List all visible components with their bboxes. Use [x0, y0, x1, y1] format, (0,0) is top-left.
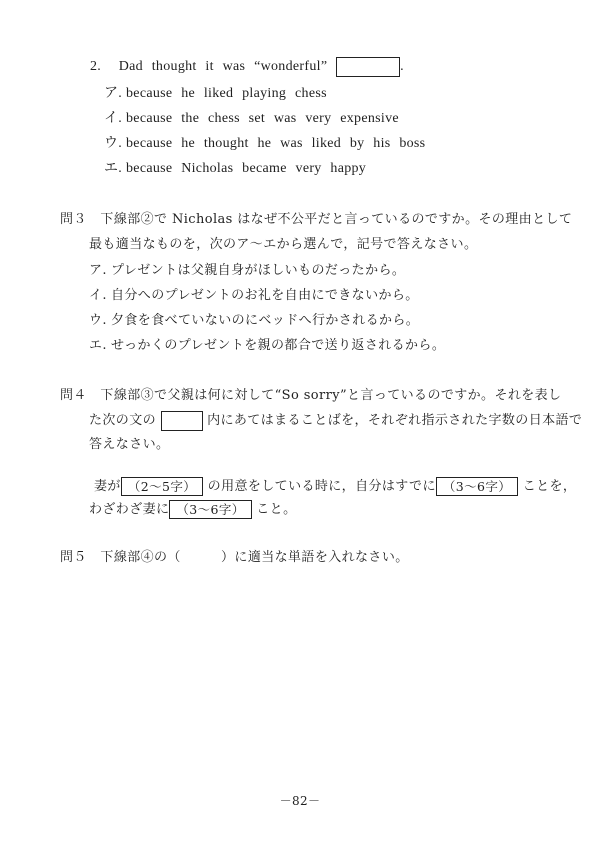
option-text: because the chess set was very expensive [126, 111, 399, 126]
option-text: because Nicholas became very happy [126, 161, 367, 176]
option-text: because he thought he was liked by his boss [126, 136, 426, 151]
question-text: 下線部②で Nicholas はなぜ不公平だと言っているのですか。その理由として [100, 212, 573, 227]
question-text: た次の文の [89, 413, 157, 428]
mon3-option-a [89, 259, 405, 278]
q2-option-c [104, 132, 425, 152]
sentence-text: こと。 [256, 502, 297, 517]
answer-blank-box[interactable] [336, 57, 400, 77]
option-mark: エ. [89, 338, 107, 353]
answer-box-1[interactable]: （2～5字） [121, 477, 203, 496]
mon5-line [60, 546, 409, 565]
option-mark: イ. [89, 288, 107, 303]
question-label: 問３ [60, 212, 87, 227]
option-mark: ウ. [89, 313, 107, 328]
mon3-option-d [89, 334, 445, 353]
question-text: 下線部③で父親は何に対して“So sorry”と言っているのですか。それを表し [100, 388, 562, 403]
sentence-text: わざわざ妻に [89, 502, 170, 517]
q2-stem: Dad thought it was “wonderful” [118, 59, 328, 75]
option-text: プレゼントは父親自身がほしいものだったから。 [111, 263, 406, 278]
option-text: 自分へのプレゼントのお礼を自由にできないから。 [111, 288, 419, 303]
q2-option-d [104, 157, 366, 177]
sentence-text: の用意をしている時に，自分はすでに [207, 479, 436, 494]
mon4-line3: 答えなさい。 [89, 437, 170, 452]
mon3-line1 [60, 208, 572, 227]
mon4-line1 [60, 384, 561, 403]
question-text: 下線部④の（ ）に適当な単語を入れなさい。 [100, 550, 409, 565]
q2-number: 2. [90, 59, 102, 75]
question-label: 問４ [60, 388, 87, 403]
option-mark: ア. [89, 263, 107, 278]
q2-stem-line [90, 57, 404, 77]
blank-box [161, 411, 203, 431]
option-mark: ウ. [104, 136, 123, 151]
q2-option-b [104, 107, 399, 127]
mon3-line2: 最も適当なものを，次のア～エから選んで，記号で答えなさい。 [89, 237, 478, 252]
question-label: 問５ [60, 550, 87, 565]
option-mark: ア. [104, 86, 123, 101]
mon4-sentence-line1 [94, 475, 576, 496]
mon3-option-b [89, 284, 419, 303]
option-mark: イ. [104, 111, 123, 126]
answer-box-2[interactable]: （3～6字） [436, 477, 518, 496]
option-text: せっかくのプレゼントを親の都合で送り返されるから。 [111, 338, 446, 353]
q2-option-a [104, 82, 327, 102]
option-text: 夕食を食べていないのにベッドへ行かされるから。 [111, 313, 420, 328]
mon4-line2 [89, 409, 582, 431]
mon3-option-c [89, 309, 419, 328]
page-number: －82－ [279, 794, 321, 808]
option-text: because he liked playing chess [126, 86, 327, 101]
option-mark: エ. [104, 161, 123, 176]
question-text: 内にあてはまることばを，それぞれ指示された字数の日本語で [207, 413, 583, 428]
q2-end: . [400, 59, 404, 75]
answer-box-3[interactable]: （3～6字） [169, 500, 251, 519]
mon4-sentence-line2 [89, 498, 296, 519]
sentence-text: ことを， [522, 479, 577, 494]
sentence-text: 妻が [94, 479, 121, 494]
